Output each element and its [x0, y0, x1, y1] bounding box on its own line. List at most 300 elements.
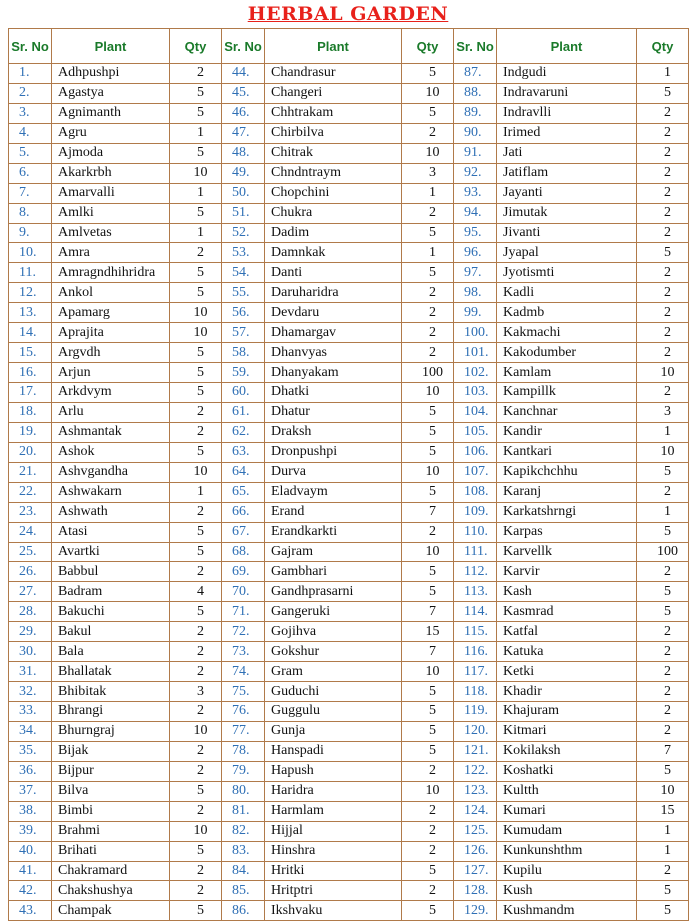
plant-name: Kantkari	[497, 442, 637, 462]
plant-name: Kash	[497, 582, 637, 602]
plant-quantity: 5	[637, 901, 689, 921]
serial-number: 103.	[454, 383, 497, 403]
plant-quantity: 2	[170, 662, 222, 682]
serial-number: 23.	[9, 502, 52, 522]
plant-quantity: 5	[402, 721, 454, 741]
serial-number: 116.	[454, 642, 497, 662]
plant-name: Chakramard	[52, 861, 170, 881]
plant-quantity: 2	[170, 702, 222, 722]
plant-quantity: 2	[402, 123, 454, 143]
plant-name: Dhanvyas	[265, 343, 402, 363]
plant-quantity: 1	[170, 482, 222, 502]
plant-name: Kunkunshthm	[497, 841, 637, 861]
table-row	[9, 801, 689, 821]
serial-number: 37.	[9, 781, 52, 801]
plant-name: Kitmari	[497, 721, 637, 741]
table-row	[9, 422, 689, 442]
plant-quantity: 5	[402, 442, 454, 462]
serial-number: 51.	[222, 203, 265, 223]
plant-quantity: 10	[170, 163, 222, 183]
serial-number: 88.	[454, 83, 497, 103]
serial-number: 10.	[9, 243, 52, 263]
plant-quantity: 1	[637, 841, 689, 861]
serial-number: 91.	[454, 143, 497, 163]
table-row	[9, 123, 689, 143]
plant-name: Kamlam	[497, 363, 637, 383]
serial-number: 67.	[222, 522, 265, 542]
plant-quantity: 10	[402, 542, 454, 562]
plant-name: Ikshvaku	[265, 901, 402, 921]
page-title: HERBAL GARDEN	[247, 3, 449, 25]
serial-number: 75.	[222, 682, 265, 702]
serial-number: 14.	[9, 323, 52, 343]
plant-name: Kumari	[497, 801, 637, 821]
table-row	[9, 642, 689, 662]
serial-number: 79.	[222, 761, 265, 781]
table-row	[9, 183, 689, 203]
serial-number: 7.	[9, 183, 52, 203]
plant-name: Ashok	[52, 442, 170, 462]
serial-number: 59.	[222, 363, 265, 383]
plant-quantity: 1	[170, 123, 222, 143]
plant-quantity: 5	[170, 343, 222, 363]
plant-name: Bhrangi	[52, 702, 170, 722]
serial-number: 15.	[9, 343, 52, 363]
plant-name: Ketki	[497, 662, 637, 682]
serial-number: 16.	[9, 363, 52, 383]
plant-quantity: 5	[637, 522, 689, 542]
plant-quantity: 2	[402, 343, 454, 363]
plant-name: Katuka	[497, 642, 637, 662]
plant-name: Karkatshrngi	[497, 502, 637, 522]
plant-name: Karvellk	[497, 542, 637, 562]
table-row	[9, 482, 689, 502]
table-row	[9, 562, 689, 582]
plant-name: Changeri	[265, 83, 402, 103]
serial-number: 48.	[222, 143, 265, 163]
plant-name: Agnimanth	[52, 103, 170, 123]
plant-quantity: 5	[637, 602, 689, 622]
plant-name: Ashmantak	[52, 422, 170, 442]
plant-quantity: 2	[637, 283, 689, 303]
table-row	[9, 243, 689, 263]
plant-name: Aprajita	[52, 323, 170, 343]
serial-number: 81.	[222, 801, 265, 821]
table-row	[9, 721, 689, 741]
serial-number: 58.	[222, 343, 265, 363]
plant-name: Koshatki	[497, 761, 637, 781]
header-sr: Sr. No	[222, 29, 265, 64]
plant-name: Gokshur	[265, 642, 402, 662]
plant-quantity: 2	[170, 562, 222, 582]
plant-quantity: 5	[637, 881, 689, 901]
plant-name: Kandir	[497, 422, 637, 442]
serial-number: 35.	[9, 741, 52, 761]
serial-number: 53.	[222, 243, 265, 263]
serial-number: 20.	[9, 442, 52, 462]
plant-quantity: 5	[637, 462, 689, 482]
plant-quantity: 5	[402, 223, 454, 243]
table-row	[9, 303, 689, 323]
plant-name: Amarvalli	[52, 183, 170, 203]
serial-number: 25.	[9, 542, 52, 562]
plant-name: Guggulu	[265, 702, 402, 722]
table-row	[9, 343, 689, 363]
plant-quantity: 15	[402, 622, 454, 642]
plant-quantity: 2	[637, 642, 689, 662]
plant-quantity: 100	[402, 363, 454, 383]
table-row	[9, 323, 689, 343]
serial-number: 69.	[222, 562, 265, 582]
serial-number: 31.	[9, 662, 52, 682]
plant-quantity: 10	[402, 781, 454, 801]
serial-number: 36.	[9, 761, 52, 781]
serial-number: 4.	[9, 123, 52, 143]
serial-number: 125.	[454, 821, 497, 841]
table-row	[9, 662, 689, 682]
plant-quantity: 2	[637, 721, 689, 741]
table-row	[9, 522, 689, 542]
plant-name: Karpas	[497, 522, 637, 542]
plant-name: Agru	[52, 123, 170, 143]
plant-quantity: 1	[637, 422, 689, 442]
serial-number: 71.	[222, 602, 265, 622]
plant-name: Babbul	[52, 562, 170, 582]
plant-name: Danti	[265, 263, 402, 283]
plant-name: Gojihva	[265, 622, 402, 642]
plant-quantity: 10	[170, 462, 222, 482]
plant-name: Bhallatak	[52, 662, 170, 682]
serial-number: 27.	[9, 582, 52, 602]
serial-number: 61.	[222, 402, 265, 422]
serial-number: 110.	[454, 522, 497, 542]
plant-name: Harmlam	[265, 801, 402, 821]
plant-quantity: 2	[637, 103, 689, 123]
plant-quantity: 2	[170, 861, 222, 881]
serial-number: 60.	[222, 383, 265, 403]
plant-quantity: 2	[637, 123, 689, 143]
plant-quantity: 5	[170, 442, 222, 462]
plant-name: Indgudi	[497, 64, 637, 84]
plant-name: Chakshushya	[52, 881, 170, 901]
plant-quantity: 5	[402, 861, 454, 881]
table-row	[9, 383, 689, 403]
table-row	[9, 582, 689, 602]
plant-quantity: 2	[402, 323, 454, 343]
serial-number: 126.	[454, 841, 497, 861]
herbal-garden-table	[8, 28, 689, 921]
header-qty: Qty	[170, 29, 222, 64]
table-row	[9, 64, 689, 84]
plant-quantity: 5	[402, 582, 454, 602]
plant-quantity: 2	[402, 283, 454, 303]
plant-quantity: 2	[637, 143, 689, 163]
serial-number: 11.	[9, 263, 52, 283]
serial-number: 90.	[454, 123, 497, 143]
plant-name: Eladvaym	[265, 482, 402, 502]
plant-name: Dhatur	[265, 402, 402, 422]
serial-number: 73.	[222, 642, 265, 662]
plant-name: Jivanti	[497, 223, 637, 243]
plant-name: Agastya	[52, 83, 170, 103]
plant-quantity: 5	[402, 103, 454, 123]
serial-number: 107.	[454, 462, 497, 482]
plant-quantity: 2	[637, 702, 689, 722]
serial-number: 120.	[454, 721, 497, 741]
serial-number: 99.	[454, 303, 497, 323]
table-row	[9, 542, 689, 562]
plant-name: Arlu	[52, 402, 170, 422]
serial-number: 128.	[454, 881, 497, 901]
plant-name: Amragndhihridra	[52, 263, 170, 283]
plant-quantity: 2	[170, 801, 222, 821]
serial-number: 45.	[222, 83, 265, 103]
plant-quantity: 2	[402, 522, 454, 542]
plant-name: Khajuram	[497, 702, 637, 722]
serial-number: 46.	[222, 103, 265, 123]
serial-number: 6.	[9, 163, 52, 183]
plant-quantity: 5	[170, 283, 222, 303]
plant-name: Akarkrbh	[52, 163, 170, 183]
plant-name: Katfal	[497, 622, 637, 642]
plant-name: Ashvgandha	[52, 462, 170, 482]
header-sr: Sr. No	[9, 29, 52, 64]
table-row	[9, 442, 689, 462]
serial-number: 41.	[9, 861, 52, 881]
plant-quantity: 5	[170, 263, 222, 283]
serial-number: 49.	[222, 163, 265, 183]
plant-quantity: 7	[402, 602, 454, 622]
serial-number: 63.	[222, 442, 265, 462]
serial-number: 13.	[9, 303, 52, 323]
plant-name: Argvdh	[52, 343, 170, 363]
serial-number: 30.	[9, 642, 52, 662]
plant-name: Hritki	[265, 861, 402, 881]
plant-name: Kadmb	[497, 303, 637, 323]
serial-number: 97.	[454, 263, 497, 283]
serial-number: 96.	[454, 243, 497, 263]
serial-number: 52.	[222, 223, 265, 243]
plant-quantity: 5	[170, 901, 222, 921]
plant-name: Kush	[497, 881, 637, 901]
plant-name: Arjun	[52, 363, 170, 383]
plant-quantity: 5	[402, 562, 454, 582]
table-row	[9, 103, 689, 123]
plant-quantity: 5	[170, 363, 222, 383]
header-qty: Qty	[637, 29, 689, 64]
plant-quantity: 5	[402, 702, 454, 722]
plant-name: Chopchini	[265, 183, 402, 203]
plant-quantity: 5	[170, 103, 222, 123]
plant-quantity: 2	[170, 502, 222, 522]
plant-name: Indravaruni	[497, 83, 637, 103]
table-row	[9, 781, 689, 801]
serial-number: 28.	[9, 602, 52, 622]
serial-number: 42.	[9, 881, 52, 901]
serial-number: 89.	[454, 103, 497, 123]
table-row	[9, 622, 689, 642]
serial-number: 118.	[454, 682, 497, 702]
plant-quantity: 2	[402, 881, 454, 901]
plant-quantity: 5	[402, 64, 454, 84]
serial-number: 57.	[222, 323, 265, 343]
plant-quantity: 5	[402, 422, 454, 442]
plant-name: Bijpur	[52, 761, 170, 781]
plant-name: Badram	[52, 582, 170, 602]
serial-number: 74.	[222, 662, 265, 682]
table-row	[9, 83, 689, 103]
plant-quantity: 1	[170, 223, 222, 243]
plant-name: Jati	[497, 143, 637, 163]
plant-name: Brahmi	[52, 821, 170, 841]
plant-name: Hritptri	[265, 881, 402, 901]
header-sr: Sr. No	[454, 29, 497, 64]
plant-name: Bilva	[52, 781, 170, 801]
plant-quantity: 2	[637, 562, 689, 582]
serial-number: 8.	[9, 203, 52, 223]
table-row	[9, 283, 689, 303]
plant-quantity: 10	[170, 721, 222, 741]
serial-number: 84.	[222, 861, 265, 881]
plant-name: Jyotismti	[497, 263, 637, 283]
serial-number: 127.	[454, 861, 497, 881]
serial-number: 121.	[454, 741, 497, 761]
plant-name: Bhurngraj	[52, 721, 170, 741]
plant-quantity: 5	[170, 602, 222, 622]
plant-name: Jimutak	[497, 203, 637, 223]
table-row	[9, 402, 689, 422]
plant-quantity: 3	[170, 682, 222, 702]
serial-number: 109.	[454, 502, 497, 522]
plant-name: Arkdvym	[52, 383, 170, 403]
plant-quantity: 5	[170, 542, 222, 562]
plant-name: Gunja	[265, 721, 402, 741]
plant-name: Kakmachi	[497, 323, 637, 343]
plant-quantity: 1	[402, 243, 454, 263]
plant-quantity: 5	[402, 682, 454, 702]
plant-quantity: 100	[637, 542, 689, 562]
plant-name: Draksh	[265, 422, 402, 442]
table-row	[9, 502, 689, 522]
plant-quantity: 5	[402, 402, 454, 422]
plant-quantity: 2	[170, 402, 222, 422]
plant-name: Kumudam	[497, 821, 637, 841]
serial-number: 87.	[454, 64, 497, 84]
serial-number: 1.	[9, 64, 52, 84]
serial-number: 39.	[9, 821, 52, 841]
serial-number: 119.	[454, 702, 497, 722]
serial-number: 111.	[454, 542, 497, 562]
plant-name: Erandkarkti	[265, 522, 402, 542]
plant-name: Amlki	[52, 203, 170, 223]
serial-number: 33.	[9, 702, 52, 722]
plant-name: Kupilu	[497, 861, 637, 881]
plant-quantity: 5	[170, 781, 222, 801]
serial-number: 115.	[454, 622, 497, 642]
plant-name: Bakuchi	[52, 602, 170, 622]
plant-name: Atasi	[52, 522, 170, 542]
serial-number: 62.	[222, 422, 265, 442]
plant-quantity: 5	[637, 582, 689, 602]
serial-number: 85.	[222, 881, 265, 901]
serial-number: 68.	[222, 542, 265, 562]
plant-quantity: 10	[402, 662, 454, 682]
plant-name: Amlvetas	[52, 223, 170, 243]
table-row	[9, 741, 689, 761]
serial-number: 92.	[454, 163, 497, 183]
plant-quantity: 7	[402, 642, 454, 662]
plant-quantity: 10	[170, 303, 222, 323]
plant-quantity: 4	[170, 582, 222, 602]
serial-number: 114.	[454, 602, 497, 622]
table-row	[9, 602, 689, 622]
plant-name: Ashwath	[52, 502, 170, 522]
serial-number: 112.	[454, 562, 497, 582]
serial-number: 38.	[9, 801, 52, 821]
serial-number: 105.	[454, 422, 497, 442]
serial-number: 66.	[222, 502, 265, 522]
plant-quantity: 2	[637, 223, 689, 243]
plant-quantity: 5	[170, 83, 222, 103]
serial-number: 77.	[222, 721, 265, 741]
serial-number: 34.	[9, 721, 52, 741]
plant-name: Apamarg	[52, 303, 170, 323]
plant-quantity: 2	[637, 682, 689, 702]
plant-quantity: 10	[402, 383, 454, 403]
serial-number: 29.	[9, 622, 52, 642]
plant-name: Chirbilva	[265, 123, 402, 143]
plant-name: Dadim	[265, 223, 402, 243]
serial-number: 12.	[9, 283, 52, 303]
serial-number: 64.	[222, 462, 265, 482]
plant-name: Irimed	[497, 123, 637, 143]
serial-number: 122.	[454, 761, 497, 781]
plant-quantity: 5	[170, 522, 222, 542]
plant-name: Chandrasur	[265, 64, 402, 84]
plant-name: Haridra	[265, 781, 402, 801]
plant-quantity: 2	[402, 841, 454, 861]
serial-number: 65.	[222, 482, 265, 502]
plant-quantity: 2	[170, 881, 222, 901]
plant-quantity: 2	[402, 303, 454, 323]
plant-name: Khadir	[497, 682, 637, 702]
plant-name: Chhtrakam	[265, 103, 402, 123]
plant-name: Ankol	[52, 283, 170, 303]
table-row	[9, 761, 689, 781]
plant-name: Avartki	[52, 542, 170, 562]
table-row	[9, 363, 689, 383]
serial-number: 100.	[454, 323, 497, 343]
plant-quantity: 1	[402, 183, 454, 203]
serial-number: 104.	[454, 402, 497, 422]
plant-quantity: 5	[402, 263, 454, 283]
plant-quantity: 1	[637, 821, 689, 841]
plant-quantity: 5	[402, 741, 454, 761]
plant-quantity: 5	[637, 243, 689, 263]
plant-name: Gambhari	[265, 562, 402, 582]
plant-quantity: 2	[637, 163, 689, 183]
serial-number: 18.	[9, 402, 52, 422]
plant-quantity: 2	[637, 343, 689, 363]
serial-number: 50.	[222, 183, 265, 203]
plant-name: Kapikchchhu	[497, 462, 637, 482]
serial-number: 32.	[9, 682, 52, 702]
plant-name: Kasmrad	[497, 602, 637, 622]
plant-name: Ashwakarn	[52, 482, 170, 502]
header-qty: Qty	[402, 29, 454, 64]
plant-quantity: 10	[402, 462, 454, 482]
plant-name: Champak	[52, 901, 170, 921]
